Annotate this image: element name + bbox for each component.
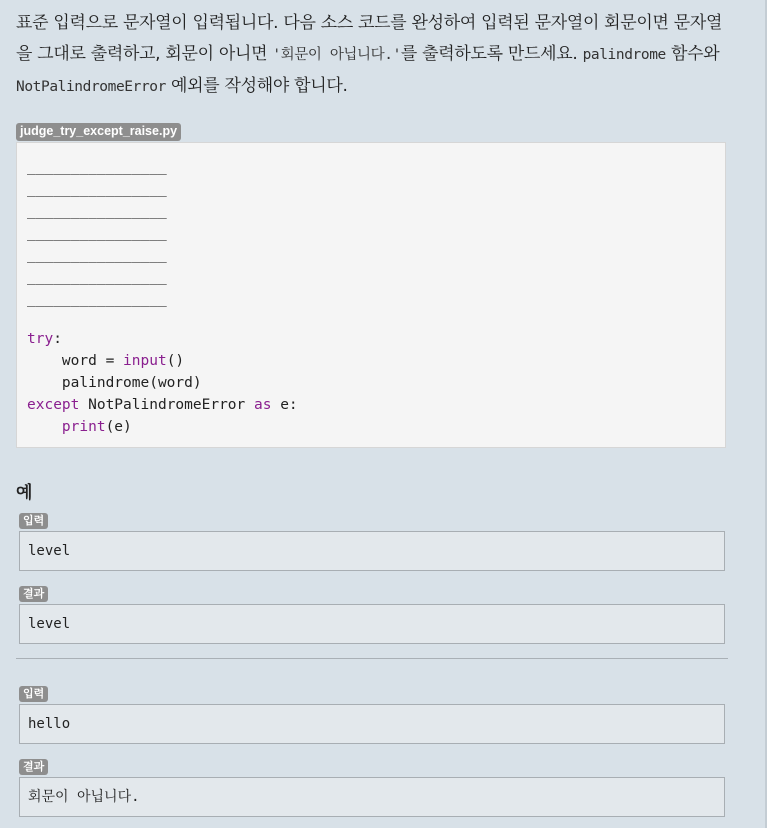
- inline-code-function: palindrome: [582, 47, 666, 63]
- code-line-print: [27, 416, 715, 438]
- problem-description: [16, 8, 728, 103]
- blank-line: ________________: [27, 181, 167, 197]
- example-2: [16, 682, 728, 817]
- code-line-except: [27, 394, 715, 416]
- example-output-box[interactable]: level: [19, 604, 725, 644]
- input-badge: 입력: [19, 513, 48, 529]
- blank-line: ________________: [27, 269, 167, 285]
- code-parens: (): [166, 353, 185, 369]
- problem-content: [16, 8, 728, 817]
- description-text: 예외를 작성해야 합니다.: [165, 76, 348, 96]
- blank-line: ________________: [27, 225, 167, 241]
- code-except-tail: e:: [271, 397, 298, 413]
- inline-code-message: '회문이 아닙니다.': [272, 47, 401, 63]
- output-badge: 결과: [19, 586, 48, 602]
- code-block[interactable]: [16, 142, 726, 448]
- inline-code-exception: NotPalindromeError: [16, 79, 166, 95]
- builtin-print: print: [61, 419, 106, 435]
- example-output-box[interactable]: 회문이 아닙니다.: [19, 777, 725, 817]
- description-text: 표준 입력으로 문자열이 입력됩니다. 다음 소스 코드를 완성하여 입력된 문자열이 회문이면 문자열을 그대로 출력하고, 회문이 아니면: [16, 13, 723, 64]
- keyword-try: try: [27, 331, 54, 347]
- filename-badge: judge_try_except_raise.py: [16, 123, 181, 141]
- keyword-as: as: [254, 397, 272, 413]
- input-badge: 입력: [19, 686, 48, 702]
- examples-heading: 예: [16, 483, 33, 503]
- blank-line: ________________: [27, 203, 167, 219]
- blank-line: ________________: [27, 159, 167, 175]
- description-text: 를 출력하도록 만드세요.: [400, 44, 583, 64]
- code-line-try: [27, 328, 715, 350]
- code-print-args: (e): [105, 419, 132, 435]
- builtin-input: input: [123, 353, 167, 369]
- example-divider: [16, 658, 728, 659]
- example-input-box[interactable]: level: [19, 531, 725, 571]
- code-colon: :: [53, 331, 62, 347]
- code-line-palindrome: palindrome(word): [27, 375, 202, 391]
- description-text: 함수와: [665, 44, 720, 64]
- example-1: [16, 509, 728, 644]
- code-word-assign: word =: [27, 353, 124, 369]
- example-input-box[interactable]: hello: [19, 704, 725, 744]
- output-badge: 결과: [19, 759, 48, 775]
- code-exception-name: NotPalindromeError: [79, 397, 254, 413]
- code-line-input: [27, 350, 715, 372]
- code-gap: [27, 310, 715, 328]
- blank-line: ________________: [27, 291, 167, 307]
- code-indent: [27, 419, 62, 435]
- blank-line: ________________: [27, 247, 167, 263]
- keyword-except: except: [27, 397, 80, 413]
